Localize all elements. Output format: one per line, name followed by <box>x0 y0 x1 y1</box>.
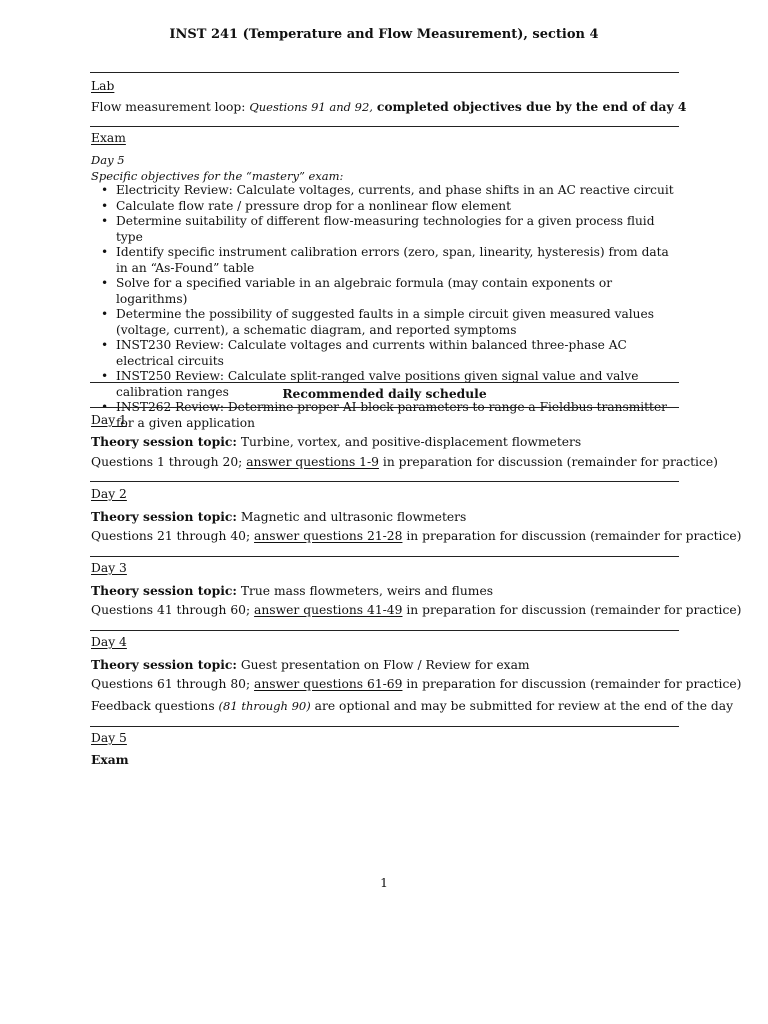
topic-label: Theory session topic: <box>91 434 237 449</box>
lab-line-due: completed objectives due by the end of day 4 <box>376 99 687 114</box>
day-5-exam: Exam <box>91 752 129 767</box>
topic-text: True mass flowmeters, weirs and flumes <box>240 584 494 598</box>
feedback-range: (81 through 90) <box>218 699 311 713</box>
day-4-questions <box>91 676 741 692</box>
day-2-questions <box>91 528 741 544</box>
practice-note: in preparation for discussion (remainder for practice) <box>382 455 718 469</box>
topic-label: Theory session topic: <box>91 657 237 672</box>
exam-intro: Specific objectives for the “mastery” exam: <box>91 169 344 183</box>
lab-heading: Lab <box>91 79 115 93</box>
objective-item: • Electricity Review: Calculate voltages, currents, and phase shifts in an AC reactive circuit <box>100 183 680 199</box>
divider <box>90 726 679 727</box>
divider <box>90 407 679 408</box>
questions-range: Questions 41 through 60; <box>91 603 251 617</box>
day-1-topic <box>91 434 581 450</box>
objective-item: • Determine suitability of different flow-measuring technologies for a given process fluid type <box>100 214 680 245</box>
questions-range: Questions 1 through 20; <box>91 455 243 469</box>
answer-questions: answer questions 41-49 <box>254 603 403 617</box>
topic-label: Theory session topic: <box>91 509 237 524</box>
topic-text: Magnetic and ultrasonic flowmeters <box>240 510 467 524</box>
objective-item: • Determine the possibility of suggested faults in a simple circuit given measured values (voltage, current), a schematic diagram, and reported symptoms <box>100 307 680 338</box>
day-5-heading: Day 5 <box>91 731 127 745</box>
topic-text: Turbine, vortex, and positive-displacement flowmeters <box>240 435 582 449</box>
answer-questions: answer questions 21-28 <box>254 529 403 543</box>
topic-text: Guest presentation on Flow / Review for exam <box>240 658 530 672</box>
lab-line <box>91 99 686 115</box>
exam-day: Day 5 <box>91 153 125 167</box>
feedback-note <box>91 698 733 714</box>
questions-range: Questions 21 through 40; <box>91 529 251 543</box>
exam-heading: Exam <box>91 131 126 145</box>
day-1-questions <box>91 454 718 470</box>
answer-questions: answer questions 1-9 <box>246 455 379 469</box>
practice-note: in preparation for discussion (remainder for practice) <box>406 529 742 543</box>
objective-item: • Solve for a specified variable in an algebraic formula (may contain exponents or logarithms) <box>100 276 680 307</box>
objective-item: • Calculate flow rate / pressure drop for a nonlinear flow element <box>100 199 680 215</box>
day-1-heading: Day 1 <box>91 413 127 427</box>
objective-item: • INST262 Review: Determine proper AI block parameters to range a Fieldbus transmitter for a given application <box>100 400 680 431</box>
schedule-heading: Recommended daily schedule <box>282 386 487 401</box>
day-3-questions <box>91 602 741 618</box>
day-2-topic <box>91 509 466 525</box>
page-number: 1 <box>380 876 388 890</box>
day-2-heading: Day 2 <box>91 487 127 501</box>
practice-note: in preparation for discussion (remainder for practice) <box>406 677 742 691</box>
divider <box>90 382 679 383</box>
day-4-heading: Day 4 <box>91 635 127 649</box>
lab-line-prefix: Flow measurement loop: <box>91 100 246 114</box>
objective-item: • INST230 Review: Calculate voltages and currents within balanced three-phase AC electrical circuits <box>100 338 680 369</box>
divider <box>90 126 679 127</box>
day-3-topic <box>91 583 493 599</box>
day-3-heading: Day 3 <box>91 561 127 575</box>
divider <box>90 481 679 482</box>
divider <box>90 630 679 631</box>
lab-line-questions: Questions 91 and 92, <box>249 100 373 114</box>
answer-questions: answer questions 61-69 <box>254 677 403 691</box>
divider <box>90 556 679 557</box>
divider <box>90 72 679 73</box>
objective-item: • Identify specific instrument calibration errors (zero, span, linearity, hysteresis) from data in an “As-Found” table <box>100 245 680 276</box>
feedback-suffix: are optional and may be submitted for review at the end of the day <box>314 699 734 713</box>
questions-range: Questions 61 through 80; <box>91 677 251 691</box>
document-title: INST 241 (Temperature and Flow Measurement), section 4 <box>169 27 599 42</box>
practice-note: in preparation for discussion (remainder for practice) <box>406 603 742 617</box>
day-4-topic <box>91 657 530 673</box>
topic-label: Theory session topic: <box>91 583 237 598</box>
feedback-prefix: Feedback questions <box>91 699 215 713</box>
objective-item: • INST250 Review: Calculate split-ranged valve positions given signal value and valve calibration ranges <box>100 369 680 400</box>
